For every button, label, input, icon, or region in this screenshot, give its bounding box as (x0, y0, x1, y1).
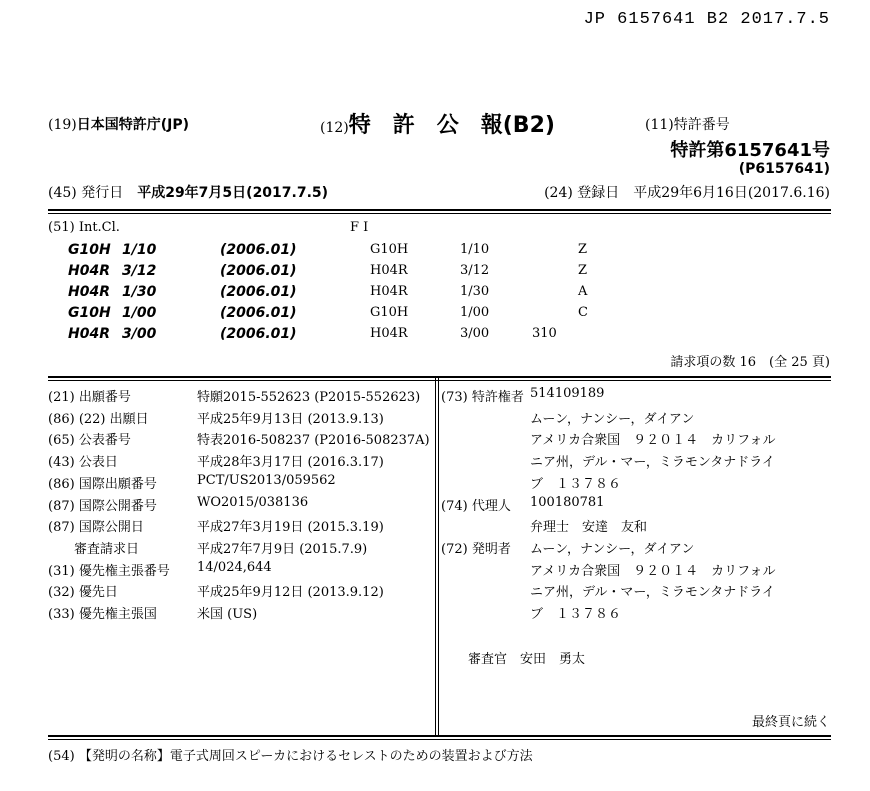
field-value: 100180781 (530, 494, 605, 510)
invention-title: (54) 【発明の名称】電子式周回スピーカにおけるセレストのための装置および方法 (48, 749, 533, 764)
field-value: ブ １３７８６ (530, 607, 622, 622)
ipc-class: H04R (68, 263, 110, 279)
field-label: (65) 公表番号 (48, 433, 131, 449)
field-value: 514109189 (530, 386, 605, 401)
field-value: ムーン，ナンシー，ダイアン (530, 411, 695, 427)
ipc-version: (2006.01) (220, 326, 297, 342)
fi-class: G10H (370, 242, 409, 257)
field-label: (86) (22) 出願日 (48, 411, 149, 427)
fi-group: 1/00 (460, 305, 490, 320)
field-value: 弁理士 安達 友和 (530, 520, 648, 536)
field-value: 平成25年9月13日 (2013.9.13) (197, 411, 384, 427)
office (48, 114, 189, 134)
field-value: アメリカ合衆国 ９２０１４ カリフォル (530, 433, 776, 449)
fi-class: H04R (370, 284, 408, 299)
ipc-group: 3/00 (122, 326, 157, 342)
ipc-class: G10H (68, 242, 111, 258)
ipc-version: (2006.01) (220, 305, 297, 321)
field-value: ブ １３７８６ (530, 476, 622, 492)
column-divider (435, 378, 439, 736)
divider-middle (48, 376, 831, 381)
fi-group: 1/30 (460, 284, 490, 299)
field-label: (72) 発明者 (441, 541, 511, 557)
field-label: (43) 公表日 (48, 455, 118, 471)
patent-number: 特許第6157641号 (670, 140, 830, 161)
fi-label: F I (350, 220, 369, 235)
office-code: (19) (48, 117, 77, 133)
field-value: 平成27年7月9日 (2015.7.9) (197, 541, 368, 557)
field-label: (21) 出願番号 (48, 390, 131, 405)
field-label: (74) 代理人 (441, 498, 511, 514)
ipc-group: 1/00 (122, 305, 157, 321)
fi-group: 3/12 (460, 263, 490, 278)
fi-class: H04R (370, 326, 408, 341)
ipc-class: H04R (68, 326, 110, 342)
fi-subdivision: Z (578, 263, 588, 278)
field-value: PCT/US2013/059562 (197, 472, 336, 488)
ipc-version: (2006.01) (220, 263, 297, 279)
field-value: 平成27年3月19日 (2015.3.19) (197, 520, 384, 536)
field-value: ムーン，ナンシー，ダイアン (530, 541, 695, 557)
intcl-label: (51) Int.Cl. (48, 220, 120, 235)
kind-title: 特 許 公 報(B2) (348, 113, 555, 138)
ipc-class: H04R (68, 284, 110, 300)
divider-bottom (48, 735, 831, 740)
office-name: 日本国特許庁(JP) (76, 117, 190, 133)
examiner: 審査官 安田 勇太 (468, 652, 586, 667)
field-label: 審査請求日 (48, 541, 140, 557)
field-value: ニア州，デル・マー，ミラモンタナドライ (530, 455, 775, 471)
registration-date: (24) 登録日 平成29年6月16日(2017.6.16) (544, 185, 830, 201)
fi-class: G10H (370, 305, 409, 320)
kind-code: (12) (320, 120, 349, 136)
patent-no-label: (11)特許番号 (645, 117, 730, 133)
divider-top (48, 209, 831, 214)
field-label: (31) 優先権主張番号 (48, 563, 170, 579)
field-value: 特願2015-552623 (P2015-552623) (197, 390, 421, 405)
field-label: (33) 優先権主張国 (48, 607, 157, 622)
field-value: ニア州，デル・マー，ミラモンタナドライ (530, 585, 775, 601)
field-value: アメリカ合衆国 ９２０１４ カリフォル (530, 563, 776, 579)
fi-subdivision: A (578, 284, 588, 299)
field-label: (73) 特許権者 (441, 390, 524, 405)
ipc-group: 3/12 (122, 263, 157, 279)
ipc-group: 1/30 (122, 284, 157, 300)
claims-count: 請求項の数 16 (全 25 頁) (670, 355, 830, 370)
field-label: (32) 優先日 (48, 585, 118, 601)
field-value: 米国 (US) (197, 607, 258, 622)
ipc-version: (2006.01) (220, 242, 297, 258)
issue-date: (45) 発行日 平成29年7月5日(2017.7.5) (48, 185, 329, 201)
field-value: 平成28年3月17日 (2016.3.17) (197, 455, 384, 471)
fi-subdivision: Z (578, 242, 588, 257)
document-id: JP 6157641 B2 2017.7.5 (583, 10, 830, 29)
field-value: 特表2016-508237 (P2016-508237A) (197, 433, 430, 449)
ipc-group: 1/10 (122, 242, 157, 258)
fi-group: 1/10 (460, 242, 490, 257)
field-value: WO2015/038136 (197, 494, 309, 510)
field-value: 平成25年9月12日 (2013.9.12) (197, 585, 384, 601)
fi-group: 3/00 (460, 326, 490, 341)
continued-note: 最終頁に続く (751, 715, 830, 730)
field-label: (87) 国際公開番号 (48, 498, 157, 514)
fi-subdivision: 310 (532, 326, 557, 341)
field-value: 14/024,644 (197, 559, 272, 575)
fi-subdivision: C (578, 305, 588, 320)
ipc-version: (2006.01) (220, 284, 297, 300)
field-label: (87) 国際公開日 (48, 520, 144, 536)
fi-class: H04R (370, 263, 408, 278)
kind (320, 108, 555, 139)
ipc-class: G10H (68, 305, 111, 321)
patent-number-alt: (P6157641) (738, 161, 830, 177)
field-label: (86) 国際出願番号 (48, 476, 157, 492)
